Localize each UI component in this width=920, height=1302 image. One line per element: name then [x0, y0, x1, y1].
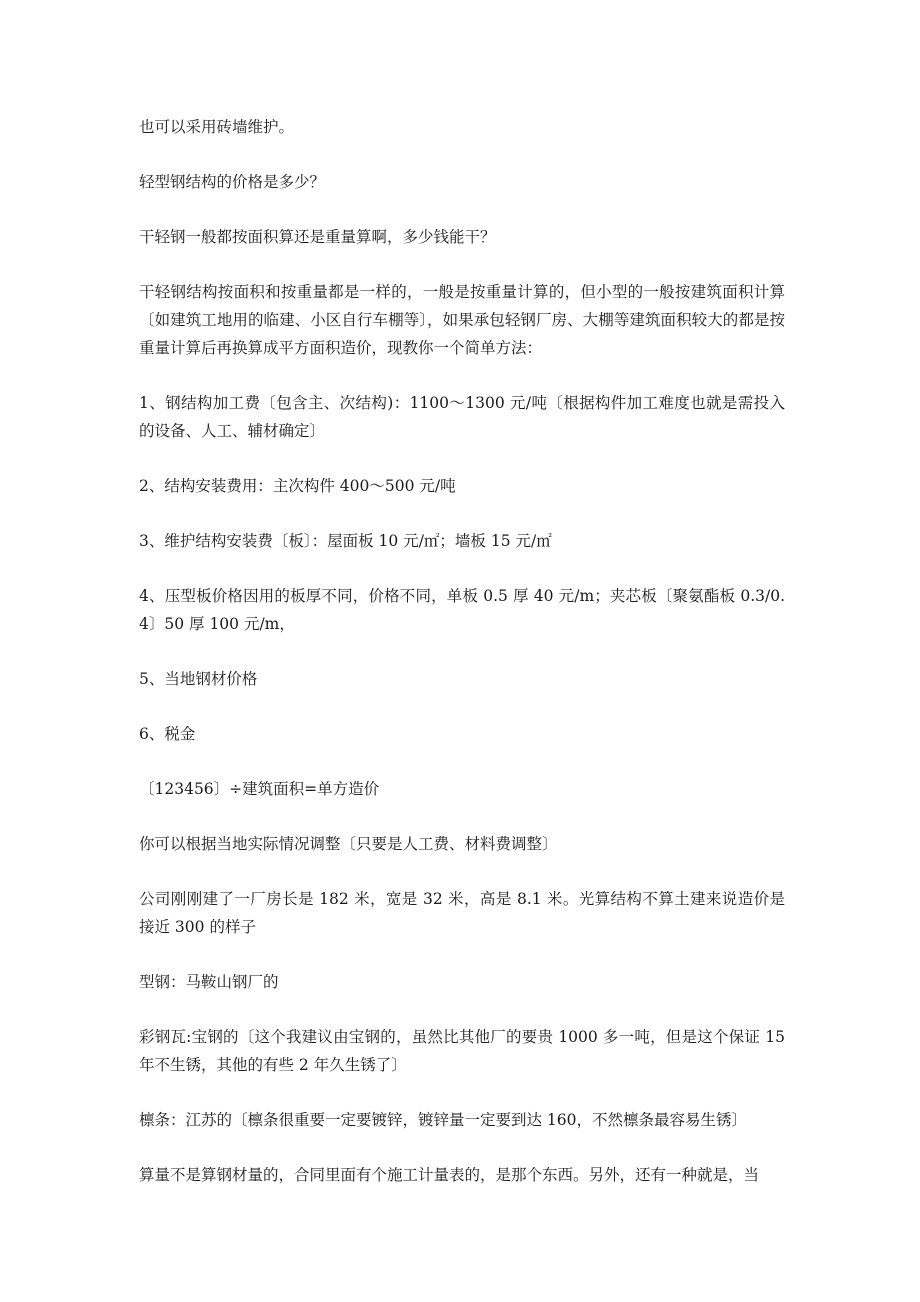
- paragraph-factory-example: 公司刚刚建了一厂房长是 182 米，宽是 32 米，高是 8.1 米。光算结构不算土建来说造价是接近 300 的样子: [139, 890, 785, 936]
- paragraph-adjustment: 你可以根据当地实际情况调整〔只要是人工费、材料费调整〕: [139, 835, 558, 853]
- paragraph-item-2-installation-fee: 2、结构安装费用：主次构件 400～500 元/吨: [139, 477, 456, 495]
- paragraph-question-price: 轻型钢结构的价格是多少？: [139, 173, 326, 191]
- paragraph-item-3-enclosure-fee: 3、维护结构安装费〔板〕：屋面板 10 元/㎡；墙板 15 元/㎡: [139, 532, 552, 550]
- document-body: [139, 113, 785, 1216]
- paragraph-color-steel-tile: 彩钢瓦:宝钢的〔这个我建议由宝钢的，虽然比其他厂的要贵 1000 多一吨，但是这个保证 15 年不生锈，其他的有些 2 年久生锈了〕: [139, 1028, 785, 1074]
- paragraph-quantity-calculation: 算量不是算钢材量的，合同里面有个施工计量表的，是那个东西。另外，还有一种就是，当: [139, 1166, 760, 1184]
- paragraph-section-steel: 型钢：马鞍山钢厂的: [139, 973, 279, 991]
- paragraph-purlin: 檩条：江苏的〔檩条很重要一定要镀锌，镀锌量一定要到达 160，不然檩条最容易生锈〕: [139, 1111, 748, 1129]
- paragraph-item-1-processing-fee: 1、钢结构加工费〔包含主、次结构)：1100～1300 元/吨〔根据构件加工难度也就是需投入的设备、人工、辅材确定〕: [139, 394, 785, 440]
- paragraph-brick-wall: 也可以采用砖墙维护。: [139, 118, 295, 136]
- paragraph-item-4-panel-price: 4、压型板价格因用的板厚不同，价格不同，单板 0.5 厚 40 元/m；夹芯板〔聚氨酯板 0.3/0.4〕50 厚 100 元/m，: [139, 587, 785, 633]
- paragraph-item-6-tax: 6、税金: [139, 725, 196, 743]
- paragraph-pricing-explanation: 干轻钢结构按面积和按重量都是一样的，一般是按重量计算的，但小型的一般按建筑面积计算〔如建筑工地用的临建、小区自行车棚等〕，如果承包轻钢厂房、大棚等建筑面积较大的都是按重量计算后再换算成平方面积造价，现教你一个简单方法：: [139, 283, 785, 357]
- paragraph-question-area-weight: 干轻钢一般都按面积算还是重量算啊，多少钱能干？: [139, 228, 496, 246]
- paragraph-item-5-steel-price: 5、当地钢材价格: [139, 670, 258, 688]
- paragraph-formula: 〔123456〕÷建筑面积=单方造价: [139, 780, 380, 798]
